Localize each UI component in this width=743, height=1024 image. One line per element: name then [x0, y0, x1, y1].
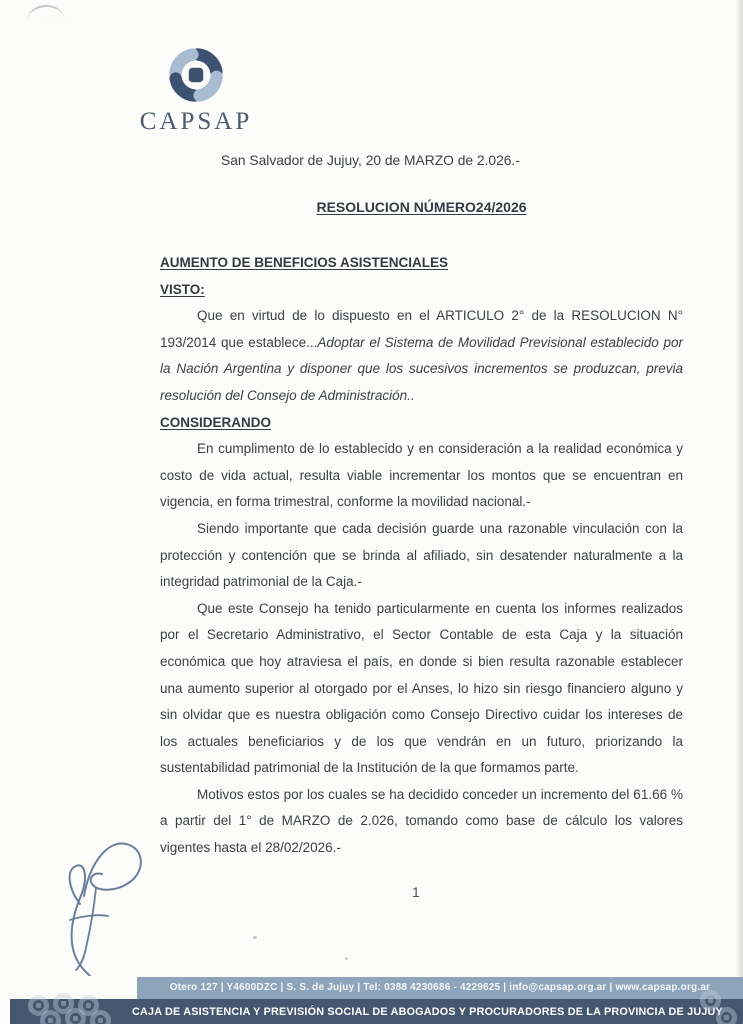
footer-org-name: CAJA DE ASISTENCIA Y PREVISIÓN SOCIAL DE ABOGADOS Y PROCURADORES DE LA PROVINCIA DE JUJUY	[132, 1005, 723, 1018]
considerando-paragraph-1: En cumplimento de lo establecido y en consideración a la realidad económica y costo de vida actual, resulta viable incrementar los montos que se encuentran en vigencia, en forma trimestral, conforme la movilidad nacional.-	[160, 441, 683, 510]
footer-contact-line: Otero 127 | Y4600DZC | S. S. de Jujuy | Tel: 0388 4230686 - 4229625 | info@capsap.org.ar | www.capsap.org.ar	[169, 982, 711, 993]
logo-motif-icon	[700, 990, 721, 1011]
considerando-paragraph-4: Motivos estos por los cuales se ha decidido conceder un incremento del 61.66 % a partir del 1° de MARZO de 2.026, tomando como base de cálculo los valores vigentes hasta el 28/02/2026.-	[160, 786, 683, 856]
date-line: San Salvador de Jujuy, 20 de MARZO de 2.026.-	[221, 153, 520, 168]
visto-text-italic: Adoptar el Sistema de Movilidad Previsional establecido por la Nación Argentina y disponer que los sucesivos incrementos se produzcan, previa resolución del Consejo de Administración..	[160, 334, 683, 403]
considerando-paragraph-3: Que este Consejo ha tenido particularmente en cuenta los informes realizados por el Secretario Administrativo, el Sector Contable de esta Caja y la situación económica que hoy atraviesa el país, en donde si bien resulta razonable establecer una aumento superior al otorgado por el Anses, lo hizo sin riesgo financiero alguno y sin olvidar que es nuestra obligación como Consejo Directivo cuidar los intereses de los actuales beneficiarios y de los que vendrán en un futuro, priorizando la sustentabilidad patrimonial de la Institución de la que formamos parte.	[160, 600, 683, 776]
page-number: 1	[412, 884, 420, 900]
scan-edge-shadow	[736, 0, 743, 1024]
scan-speck	[253, 936, 257, 939]
logo-motif-icon	[716, 1007, 737, 1024]
subject-heading: AUMENTO DE BENEFICIOS ASISTENCIALES	[160, 255, 449, 270]
considerando-paragraph-2: Siendo importante que cada decisión guarde una razonable vinculación con la protección y contención que se brinda al afiliado, sin desatender naturalmente a la integridad patrimonial de la Caja.-	[160, 520, 683, 590]
visto-paragraph	[160, 303, 683, 409]
capsap-logo	[138, 44, 254, 136]
visto-text-normal: Que en virtud de lo dispuesto en el ARTICULO 2° de la RESOLUCION N° 193/2014 que establece...	[160, 308, 683, 350]
capsap-wordmark: CAPSAP	[139, 108, 253, 135]
logo-motif-icon	[65, 1008, 86, 1024]
scan-artifact-mark	[25, 3, 64, 22]
footer-contact-bar	[137, 977, 743, 999]
footer-org-bar	[10, 999, 743, 1024]
logo-motif-icon	[90, 1010, 111, 1024]
resolution-title: RESOLUCION NÚMERO24/2026	[316, 199, 527, 215]
capsap-ring-icon	[165, 44, 227, 106]
signature-scribble	[46, 836, 176, 976]
considerando-label: CONSIDERANDO	[160, 414, 272, 430]
resolution-body	[160, 250, 683, 862]
scan-speck	[345, 957, 348, 960]
visto-label: VISTO:	[160, 281, 205, 297]
logo-motif-icon	[40, 1010, 61, 1024]
